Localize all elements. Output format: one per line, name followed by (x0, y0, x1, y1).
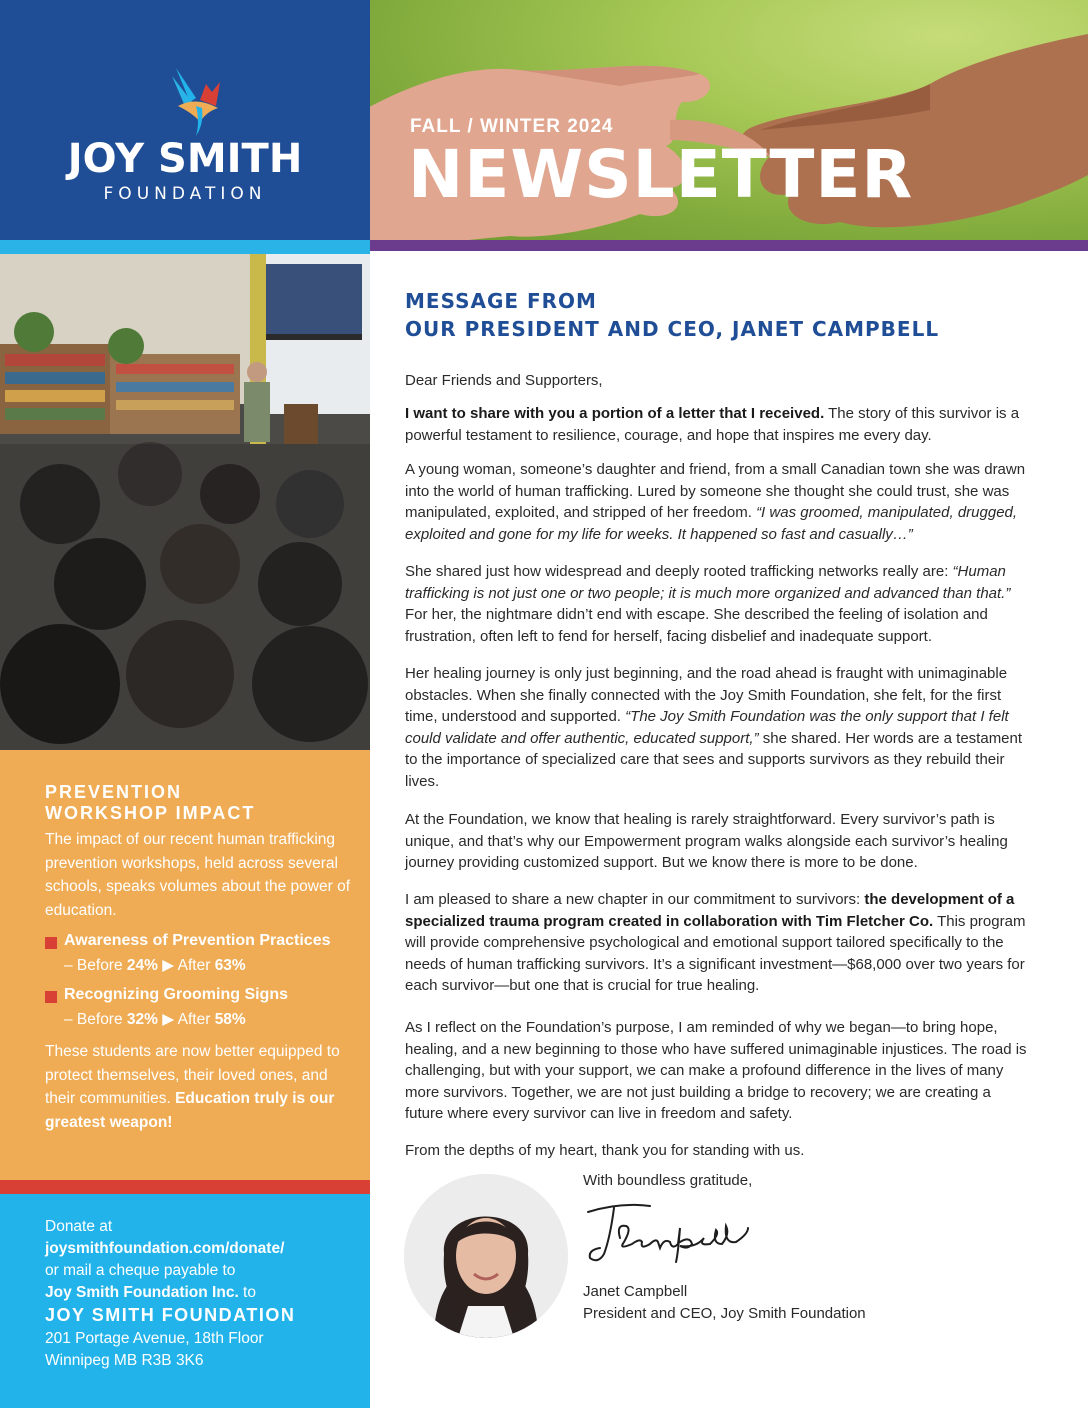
salutation: Dear Friends and Supporters, (405, 372, 603, 389)
impact-heading-line1: PREVENTION (45, 782, 183, 802)
arrow-right-icon: ▶ (162, 957, 175, 974)
signer-title: President and CEO, Joy Smith Foundation (583, 1305, 866, 1322)
stat-after: 58% (214, 1011, 246, 1028)
logo-block (0, 0, 370, 240)
closing: With boundless gratitude, (583, 1172, 753, 1189)
letter-paragraph: Her healing journey is only just beginning, and the road ahead is fraught with unimaginable obstacles. When she finally connected with the Joy Smith Foundation, she felt, for the first time, understood and supported. “The Joy Smith Foundation was the only support that I felt could validate and offer authentic, educated support,” she shared. Her words are a testament to the importance of specialized care that sees and supports survivors as they rebuild their lives. (405, 665, 1023, 790)
divider-bar (0, 1180, 370, 1194)
stat-label: Awareness of Prevention Practices (64, 932, 331, 949)
letter-heading: OUR PRESIDENT AND CEO, JANET CAMPBELL (405, 317, 940, 341)
newsletter-banner (370, 0, 1088, 240)
newsletter-title: NEWSLETTER (408, 136, 914, 213)
impact-heading (45, 782, 345, 824)
divider-bar (0, 240, 370, 254)
impact-intro: The impact of our recent human trafficking prevention workshops, held across several schools, speaks volumes about the power of education. (45, 831, 351, 919)
donate-line: or mail a cheque payable to (45, 1262, 236, 1279)
letter-paragraph: At the Foundation, we know that healing is rarely straightforward. Every survivor’s path is unique, and that’s why our Empowerment program walks alongside each survivor’s healing journey providing customized support. But we know there is more to be done. (405, 811, 1008, 871)
stat-before: 24% (126, 957, 158, 974)
letter-paragraph: I am pleased to share a new chapter in our commitment to survivors: the development of a specialized trauma program created in collaboration with Tim Fletcher Co. This program will provide comprehensive psychological and emotional support tailored specifically to the needs of human trafficking survivors. It’s a significant investment—$68,000 over two years for each survivor—but one that is crucial for true healing. (405, 891, 1026, 994)
ceo-name: JANET CAMPBELL (732, 317, 940, 341)
foundation-logo-icon (166, 66, 226, 138)
letter-paragraph: As I reflect on the Foundation’s purpose, I am reminded of why we began—to bring hope, healing, and a new beginning to those who have suffered unimaginable injustices. The road is challenging, but with your support, we can make a profound difference in the lives of many more survivors. Together, we are not just building a bridge to recovery; we are creating a future where every survivor can live in freedom and safety. (405, 1019, 1027, 1122)
signature-image (580, 1198, 790, 1270)
bullet-square-icon (45, 991, 57, 1003)
donate-url-link[interactable]: joysmithfoundation.com/donate/ (45, 1240, 285, 1257)
stat-values: – Before 32% ▶ After 58% (64, 1011, 246, 1028)
letter-paragraph: She shared just how widespread and deeply rooted trafficking networks really are: “Human trafficking is not just one or two people; it is much more organized and advanced than that.” For her, the nightmare didn’t end with escape. She described the feeling of isolation and frustration, often left to fend for herself, facing disbelief and inadequate support. (405, 563, 1011, 645)
impact-outro: These students are now better equipped to protect themselves, their loved ones, and their communities. Education truly is our greatest weapon! (45, 1043, 340, 1131)
issue-season: FALL / WINTER 2024 (410, 116, 614, 137)
donate-address: 201 Portage Avenue, 18th Floor (45, 1330, 264, 1347)
workshop-photo (0, 254, 370, 750)
letter-paragraph: I want to share with you a portion of a letter that I received. The story of this survivor is a powerful testament to resilience, courage, and hope that inspires me every day. (405, 405, 1020, 444)
donate-box (0, 1194, 370, 1408)
stat-label: Recognizing Grooming Signs (64, 986, 288, 1003)
arrow-right-icon: ▶ (162, 1011, 175, 1028)
letter-heading: MESSAGE FROM (405, 289, 597, 313)
bullet-square-icon (45, 937, 57, 949)
signer-name: Janet Campbell (583, 1283, 688, 1300)
stat-before: 32% (126, 1011, 158, 1028)
donate-line: Donate at (45, 1218, 113, 1235)
letter-paragraph: A young woman, someone’s daughter and friend, from a small Canadian town she was drawn into the world of human trafficking. Lured by someone she thought she could trust, she was manipulated, exploited, and stripped of her freedom. “I was groomed, manipulated, drugged, exploited and gone for my life for weeks. It happened so fast and casually…” (405, 461, 1026, 543)
donate-address: Winnipeg MB R3B 3K6 (45, 1352, 204, 1369)
brand-subtitle: FOUNDATION (103, 184, 267, 204)
letter-paragraph: From the depths of my heart, thank you for standing with us. (405, 1142, 805, 1159)
donate-org: JOY SMITH FOUNDATION (45, 1305, 296, 1325)
brand-name: JOY SMITH (67, 136, 303, 182)
accent-bar (370, 240, 1088, 251)
donate-payee: Joy Smith Foundation Inc. to (45, 1284, 256, 1301)
workshop-impact-box (0, 750, 370, 1180)
impact-heading-line2: WORKSHOP IMPACT (45, 803, 256, 823)
stat-after: 63% (214, 957, 246, 974)
stat-values: – Before 24% ▶ After 63% (64, 957, 246, 974)
ceo-portrait (404, 1174, 568, 1338)
